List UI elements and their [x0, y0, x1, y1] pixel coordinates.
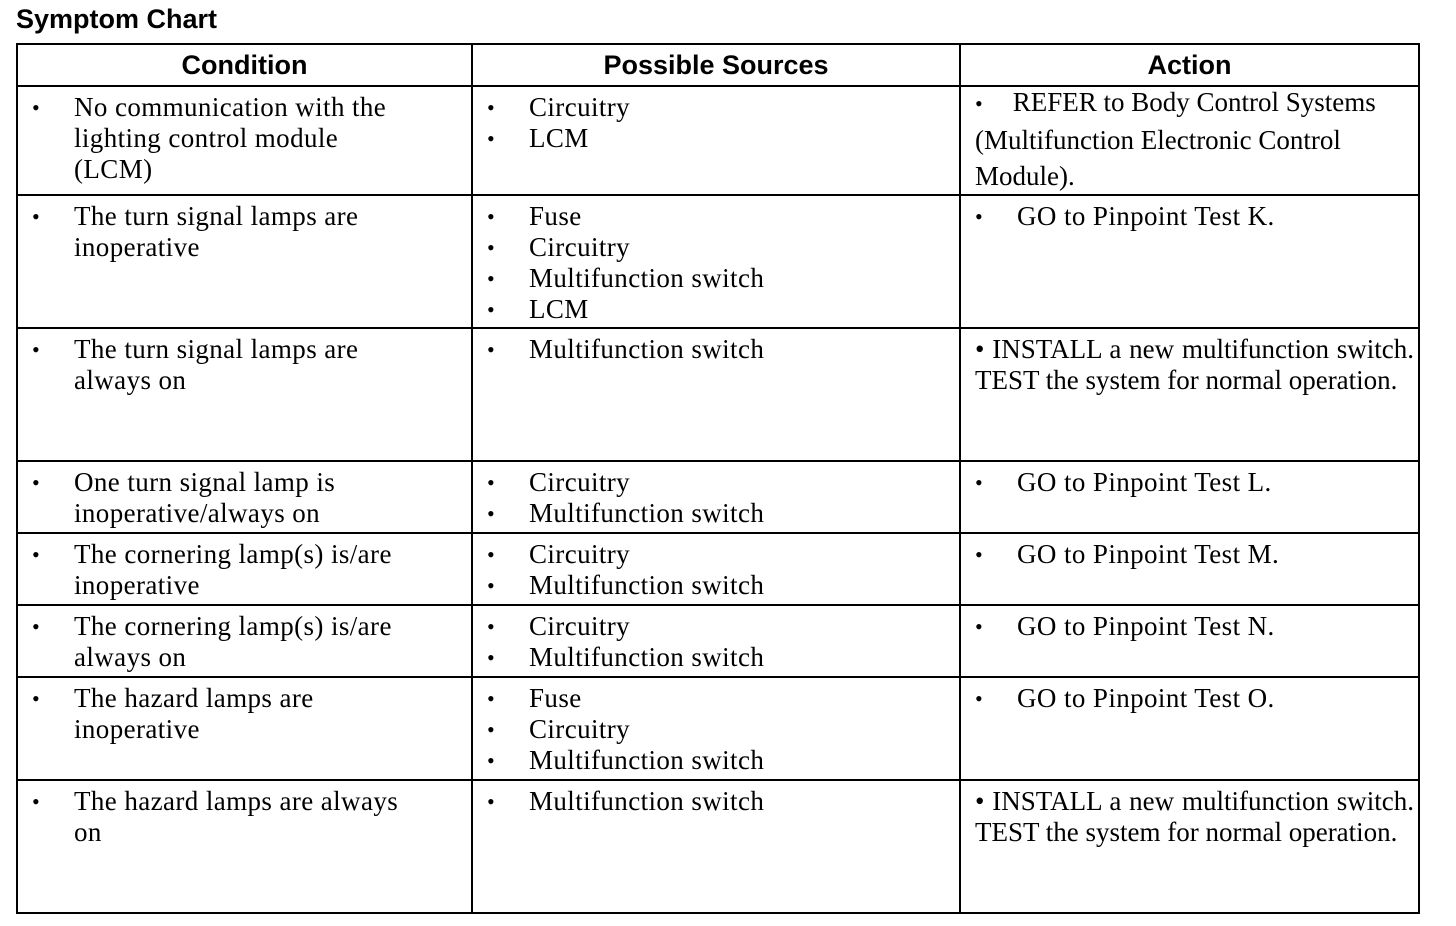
source-item: • Circuitry	[473, 611, 959, 642]
source-item: • Circuitry	[473, 539, 959, 570]
condition-item: • The turn signal lamps are always on	[18, 334, 471, 396]
action-cell	[960, 605, 1419, 677]
sources-cell	[472, 86, 960, 195]
action-text: • REFER to Body Control Systems (Multifunction Electronic Control Module).	[975, 87, 1376, 191]
condition-cell	[17, 195, 472, 328]
sources-cell	[472, 461, 960, 533]
condition-cell	[17, 533, 472, 605]
sources-cell	[472, 780, 960, 913]
action-text: • GO to Pinpoint Test O.	[961, 683, 1418, 714]
condition-item: • The turn signal lamps are inoperative	[18, 201, 471, 263]
condition-cell	[17, 461, 472, 533]
table-row	[17, 461, 1419, 533]
condition-item: • The cornering lamp(s) is/are inoperative	[18, 539, 471, 601]
sources-cell	[472, 533, 960, 605]
source-item: • LCM	[473, 123, 959, 154]
table-row	[17, 86, 1419, 195]
condition-cell	[17, 86, 472, 195]
action-cell	[960, 533, 1419, 605]
condition-item: • No communication with the lighting control module (LCM)	[18, 92, 471, 185]
action-cell	[960, 780, 1419, 913]
condition-cell	[17, 780, 472, 913]
action-cell	[960, 195, 1419, 328]
action-text: • GO to Pinpoint Test K.	[961, 201, 1418, 232]
action-cell	[960, 328, 1419, 461]
sources-cell	[472, 328, 960, 461]
source-item: • Circuitry	[473, 92, 959, 123]
table-row	[17, 780, 1419, 913]
action-cell	[960, 461, 1419, 533]
source-item: • Multifunction switch	[473, 745, 959, 776]
source-item: • Multifunction switch	[473, 642, 959, 673]
table-row	[17, 195, 1419, 328]
page-title: Symptom Chart	[16, 4, 218, 34]
condition-cell	[17, 677, 472, 780]
source-item: • Fuse	[473, 201, 959, 232]
action-text: • GO to Pinpoint Test L.	[961, 467, 1418, 498]
condition-item: • The cornering lamp(s) is/are always on	[18, 611, 471, 673]
source-item: • Multifunction switch	[473, 263, 959, 294]
source-item: • LCM	[473, 294, 959, 325]
source-item: • Multifunction switch	[473, 786, 959, 817]
condition-item: • The hazard lamps are always on	[18, 786, 471, 848]
condition-item: • One turn signal lamp is inoperative/always on	[18, 467, 471, 529]
table-row	[17, 605, 1419, 677]
source-item: • Circuitry	[473, 714, 959, 745]
condition-item: • The hazard lamps are inoperative	[18, 683, 471, 745]
source-item: • Multifunction switch	[473, 570, 959, 601]
source-item: • Multifunction switch	[473, 498, 959, 529]
symptom-chart-table	[16, 43, 1420, 914]
action-text: • INSTALL a new multifunction switch. TEST the system for normal operation.	[975, 334, 1414, 395]
source-item: • Fuse	[473, 683, 959, 714]
header-possible-sources: Possible Sources	[472, 44, 960, 86]
action-cell	[960, 86, 1419, 195]
source-item: • Circuitry	[473, 467, 959, 498]
condition-cell	[17, 328, 472, 461]
condition-cell	[17, 605, 472, 677]
table-row	[17, 328, 1419, 461]
source-item: • Multifunction switch	[473, 334, 959, 365]
table-row	[17, 533, 1419, 605]
header-action: Action	[960, 44, 1419, 86]
action-text: • INSTALL a new multifunction switch. TEST the system for normal operation.	[975, 786, 1414, 847]
sources-cell	[472, 195, 960, 328]
source-item: • Circuitry	[473, 232, 959, 263]
action-cell	[960, 677, 1419, 780]
action-text: • GO to Pinpoint Test M.	[961, 539, 1418, 570]
sources-cell	[472, 605, 960, 677]
action-text: • GO to Pinpoint Test N.	[961, 611, 1418, 642]
header-row	[17, 44, 1419, 86]
header-condition: Condition	[17, 44, 472, 86]
table-row	[17, 677, 1419, 780]
sources-cell	[472, 677, 960, 780]
